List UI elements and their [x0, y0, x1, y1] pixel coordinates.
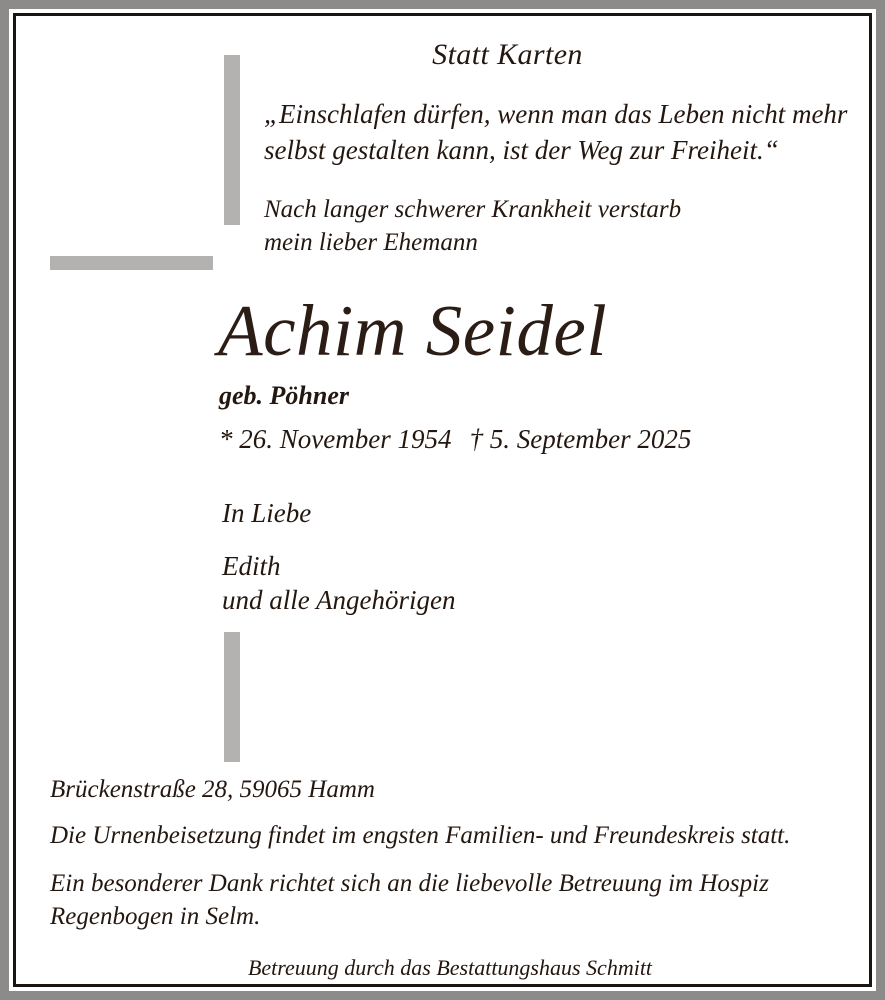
inner-keyline-border	[13, 13, 872, 987]
intro-text	[264, 194, 864, 259]
memorial-quote: „Einschlafen dürfen, wenn man das Leben nicht mehr selbst gestalten kann, ist der Weg zur Freiheit.“	[264, 99, 848, 166]
deceased-name: Achim Seidel	[218, 290, 608, 371]
cross-icon-horizontal	[50, 256, 213, 270]
survivor-name: Edith	[222, 550, 281, 581]
address-line: Brückenstraße 28, 59065 Hamm	[50, 776, 375, 803]
survivor-rest: und alle Angehörigen	[222, 585, 456, 616]
footer-information	[50, 776, 850, 981]
obituary-notice	[16, 16, 869, 984]
thanks-note: Ein besonderer Dank richtet sich an die liebevolle Betreuung im Hospiz Regenbogen in Selm.	[50, 870, 769, 930]
cross-icon-vertical-top	[224, 55, 240, 225]
death-date: † 5. September 2025	[469, 424, 692, 454]
intro-line-2: mein lieber Ehemann	[264, 228, 478, 256]
survivors-block	[222, 496, 455, 618]
undertaker-credit: Betreuung durch das Bestattungshaus Schmitt	[247, 955, 653, 980]
intro-line-1: Nach langer schwerer Krankheit verstarb	[264, 196, 682, 223]
birth-date: * 26. November 1954	[219, 424, 452, 454]
cross-icon-vertical-bottom	[224, 632, 240, 762]
life-dates	[219, 424, 691, 455]
born-name: geb. Pöhner	[219, 381, 349, 410]
frame-white-gap	[9, 9, 876, 991]
burial-note: Die Urnenbeisetzung findet im engsten Familien- und Freundeskreis statt.	[50, 822, 791, 849]
heading-statt-karten: Statt Karten	[432, 38, 583, 71]
farewell-intro: In Liebe	[222, 498, 312, 528]
